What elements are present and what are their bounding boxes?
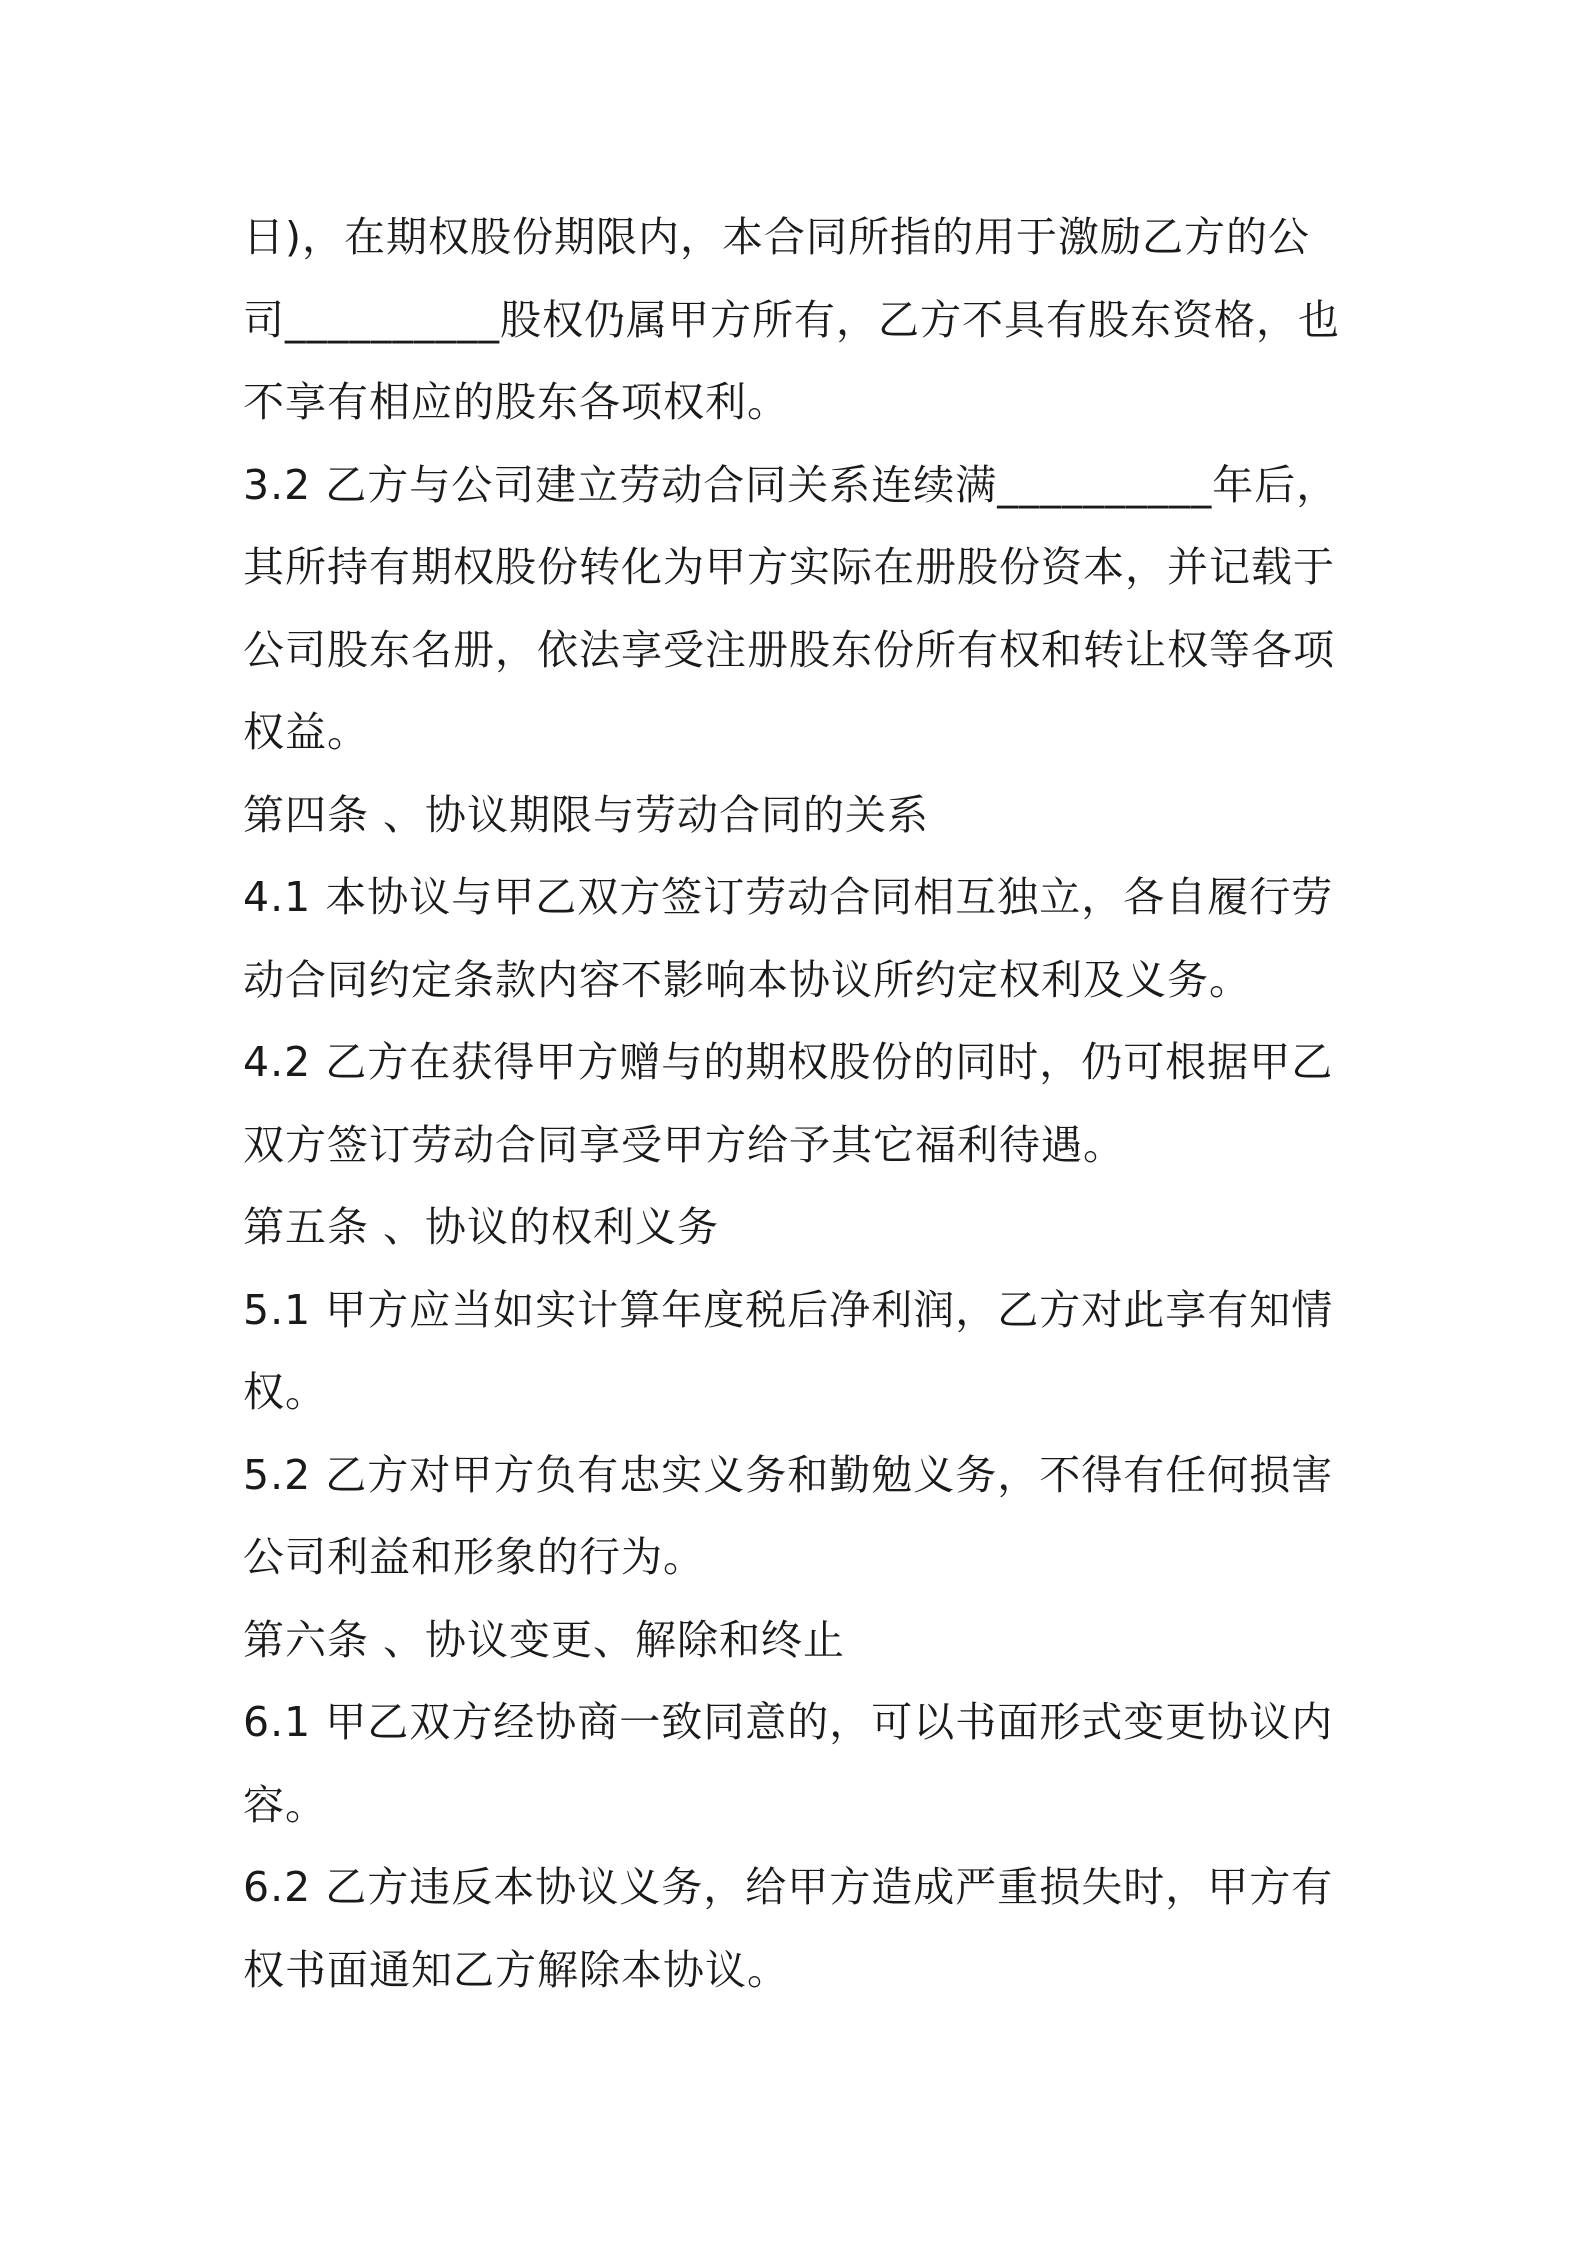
clause-5-1: 5.1 甲方应当如实计算年度税后净利润，乙方对此享有知情 [243,1285,1334,1334]
clause-4-1: 4.1 本协议与甲乙双方签订劳动合同相互独立，各自履行劳 [243,873,1334,921]
clause-6-2: 6.2 乙方违反本协议义务，给甲方造成严重损失时，甲方有 [243,1863,1334,1911]
text-line: 权。 [243,1368,327,1416]
document-body [243,196,1363,2011]
clause-3-2: 3.2 乙方与公司建立劳动合同关系连续满__________年后， [243,460,1339,509]
clause-6-1: 6.1 甲乙双方经协商一致同意的，可以书面形式变更协议内 [243,1698,1334,1746]
article-5-heading: 第五条 、协议的权利义务 [243,1203,720,1251]
text-line: 司__________股权仍属甲方所有，乙方不具有股东资格，也 [243,295,1340,344]
article-4-heading: 第四条 、协议期限与劳动合同的关系 [243,790,930,839]
text-line: 容。 [243,1780,327,1829]
text-line: 权书面通知乙方解除本协议。 [243,1945,789,1994]
text-line: 权益。 [243,708,369,756]
text-line: 公司股东名册，依法享受注册股东份所有权和转让权等各项 [243,625,1335,674]
text-line: 其所持有期权股份转化为甲方实际在册股份资本，并记载于 [243,543,1335,591]
article-6-heading: 第六条 、协议变更、解除和终止 [243,1615,846,1664]
text-line: 日)，在期权股份期限内，本合同所指的用于激励乙方的公 [243,213,1310,261]
text-line: 不享有相应的股东各项权利。 [243,378,789,426]
text-line: 公司利益和形象的行为。 [243,1533,705,1581]
text-line: 双方签订劳动合同享受甲方给予其它福利待遇。 [243,1120,1125,1169]
text-line: 动合同约定条款内容不影响本协议所约定权利及义务。 [243,955,1251,1004]
clause-4-2: 4.2 乙方在获得甲方赠与的期权股份的同时，仍可根据甲乙 [243,1038,1334,1086]
clause-5-2: 5.2 乙方对甲方负有忠实义务和勤勉义务，不得有任何损害 [243,1450,1334,1499]
